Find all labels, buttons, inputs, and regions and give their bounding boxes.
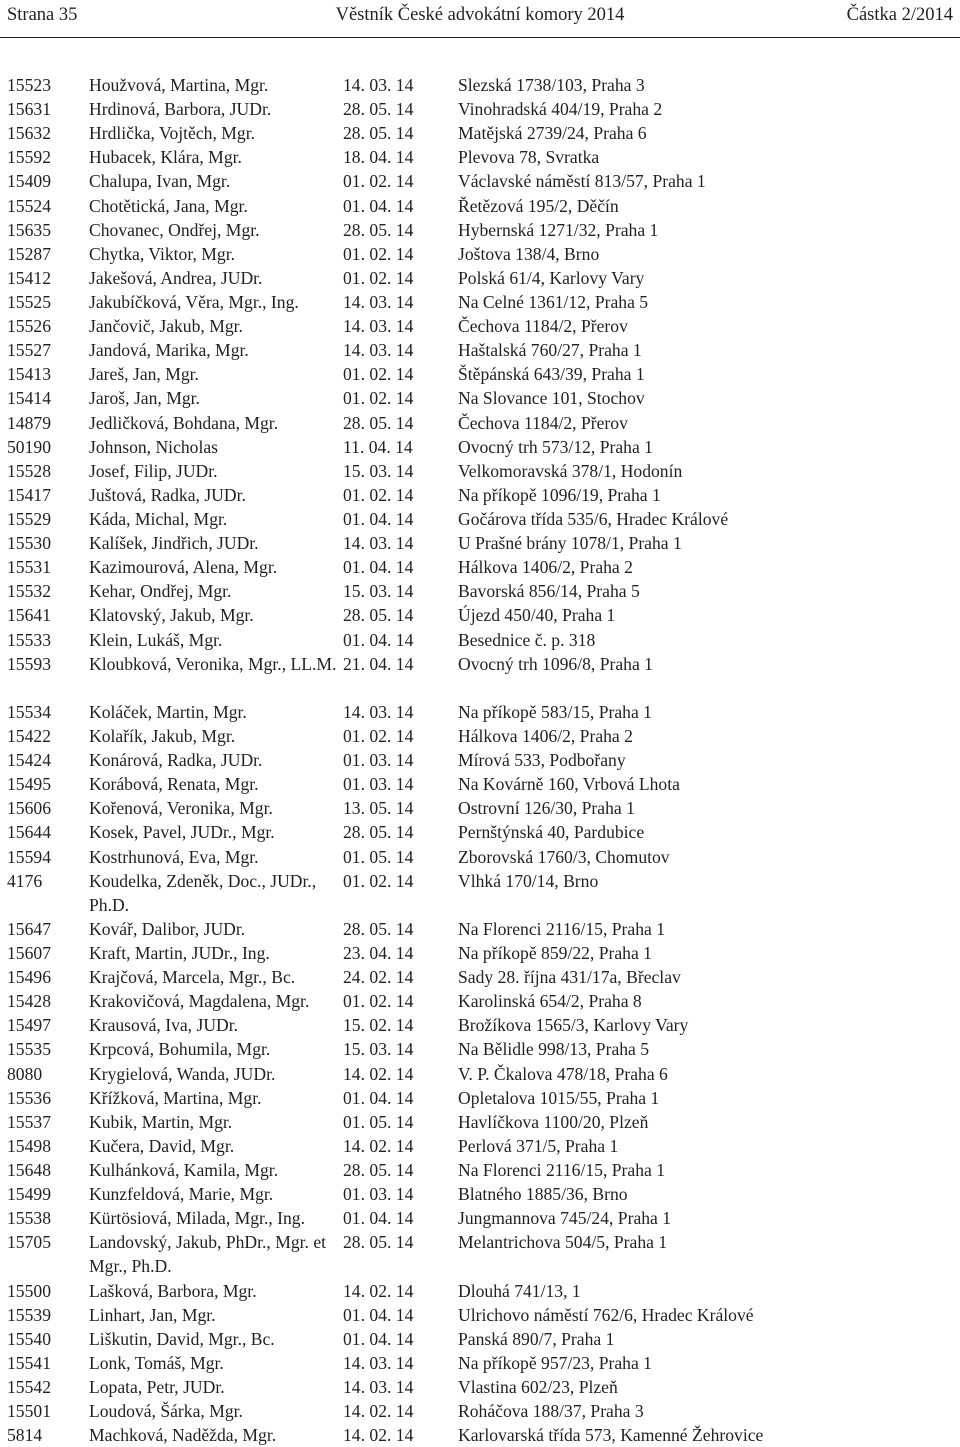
entry-name: Kolařík, Jakub, Mgr. — [89, 725, 236, 746]
entry-name: Hrdlička, Vojtěch, Mgr. — [89, 123, 255, 144]
entry-name: Jančovič, Jakub, Mgr. — [89, 316, 243, 337]
entry-name: Lopata, Petr, JUDr. — [89, 1376, 225, 1397]
entry-number: 15500 — [7, 1280, 51, 1301]
entry-name: Lašková, Barbora, Mgr. — [89, 1280, 257, 1301]
entry-name: Josef, Filip, JUDr. — [89, 460, 218, 481]
entry-number: 15417 — [7, 484, 51, 505]
entry-address: Hybernská 1271/32, Praha 1 — [458, 219, 659, 240]
list-item — [0, 314, 960, 338]
entry-date: 14. 02. 14 — [343, 1401, 414, 1422]
list-item — [0, 338, 960, 362]
entry-name: Chytka, Viktor, Mgr. — [89, 243, 235, 264]
entry-date: 01. 02. 14 — [343, 364, 414, 385]
entry-address: Havlíčkova 1100/20, Plzeň — [458, 1111, 649, 1132]
entry-date: 01. 03. 14 — [343, 1184, 414, 1205]
entry-name: Houžvová, Martina, Mgr. — [89, 75, 269, 95]
entry-address: Ostrovní 126/30, Praha 1 — [458, 798, 635, 819]
list-item — [0, 869, 960, 917]
list-item — [0, 603, 960, 627]
list-item — [0, 1086, 960, 1110]
list-item — [0, 1206, 960, 1230]
entry-name: Hrdinová, Barbora, JUDr. — [89, 99, 272, 120]
entry-date: 14. 03. 14 — [343, 1352, 414, 1373]
entry-address: Zborovská 1760/3, Chomutov — [458, 846, 670, 867]
entry-name: Kraft, Martin, JUDr., Ing. — [89, 942, 270, 963]
entry-name: Kloubková, Veronika, Mgr., LL.M. — [89, 653, 337, 674]
list-item — [0, 941, 960, 965]
entry-name: Kostrhunová, Eva, Mgr. — [89, 846, 259, 867]
entry-address: Na příkopě 859/22, Praha 1 — [458, 942, 652, 963]
entry-address: Čechova 1184/2, Přerov — [458, 412, 628, 433]
entry-name: Koláček, Martin, Mgr. — [89, 701, 247, 722]
entry-address: V. P. Čkalova 478/18, Praha 6 — [458, 1063, 668, 1084]
entry-name: Liškutin, David, Mgr., Bc. — [89, 1328, 275, 1349]
list-item — [0, 1013, 960, 1037]
entry-name: Jedličková, Bohdana, Mgr. — [89, 412, 279, 433]
entry-address: Karlovarská třída 573, Kamenné Žehrovice — [458, 1425, 764, 1446]
issue-number: Částka 2/2014 — [846, 5, 953, 25]
list-item — [0, 194, 960, 218]
entry-address: Blatného 1885/36, Brno — [458, 1184, 628, 1205]
entry-number: 15499 — [7, 1184, 51, 1205]
entry-number: 15525 — [7, 291, 51, 312]
entry-number: 15529 — [7, 508, 51, 529]
entry-number: 15542 — [7, 1376, 51, 1397]
entry-number: 15607 — [7, 942, 51, 963]
list-item — [0, 555, 960, 579]
list-item — [0, 266, 960, 290]
entry-date: 01. 02. 14 — [343, 991, 414, 1012]
list-item — [0, 435, 960, 459]
entry-number: 15531 — [7, 557, 51, 578]
entry-number: 15541 — [7, 1352, 51, 1373]
entry-name: Kalíšek, Jindřich, JUDr. — [89, 533, 259, 554]
entry-date: 28. 05. 14 — [343, 1159, 414, 1180]
entry-address: Ulrichovo náměstí 762/6, Hradec Králové — [458, 1304, 754, 1325]
entry-date: 01. 04. 14 — [343, 557, 414, 578]
entry-address: Na Florenci 2116/15, Praha 1 — [458, 1159, 666, 1180]
entry-date: 28. 05. 14 — [343, 822, 414, 843]
entry-address: Plevova 78, Svratka — [458, 147, 600, 168]
entry-number: 14879 — [7, 412, 51, 433]
entry-name: Kosek, Pavel, JUDr., Mgr. — [89, 822, 275, 843]
entry-number: 15424 — [7, 750, 51, 771]
entry-address: Újezd 450/40, Praha 1 — [458, 605, 616, 626]
entry-date: 01. 05. 14 — [343, 1111, 414, 1132]
entry-date: 01. 04. 14 — [343, 195, 414, 216]
entry-date: 11. 04. 14 — [343, 436, 413, 457]
entry-number: 15537 — [7, 1111, 51, 1132]
entry-name: Kovář, Dalibor, JUDr. — [89, 918, 246, 939]
list-item — [0, 121, 960, 145]
entry-name: Jakešová, Andrea, JUDr. — [89, 267, 263, 288]
entry-number: 15606 — [7, 798, 51, 819]
list-item — [0, 772, 960, 796]
entry-address: Mírová 533, Podbořany — [458, 750, 626, 771]
list-item — [0, 796, 960, 820]
list-item — [0, 1230, 960, 1278]
entry-address: Václavské náměstí 813/57, Praha 1 — [458, 171, 706, 192]
entry-name: Kürtösiová, Milada, Mgr., Ing. — [89, 1208, 305, 1229]
entry-address: Řetězová 195/2, Děčín — [458, 195, 619, 216]
entry-number: 15412 — [7, 267, 51, 288]
entry-date: 15. 03. 14 — [343, 581, 414, 602]
list-item — [0, 97, 960, 121]
entry-name: Juštová, Radka, JUDr. — [89, 484, 246, 505]
entry-date: 01. 04. 14 — [343, 1304, 414, 1325]
entry-number: 5814 — [7, 1425, 43, 1446]
list-item — [0, 1399, 960, 1423]
entry-name: Kazimourová, Alena, Mgr. — [89, 557, 278, 578]
entry-address: Roháčova 188/37, Praha 3 — [458, 1401, 644, 1422]
entry-date: 28. 05. 14 — [343, 605, 414, 626]
entry-name: Koudelka, Zdeněk, Doc., JUDr., Ph.D. — [89, 870, 317, 915]
entry-name: Kučera, David, Mgr. — [89, 1135, 235, 1156]
entry-name: Jakubíčková, Věra, Mgr., Ing. — [89, 291, 299, 312]
entry-date: 14. 03. 14 — [343, 291, 414, 312]
entry-date: 28. 05. 14 — [343, 123, 414, 144]
list-item — [0, 1158, 960, 1182]
entry-name: Korábová, Renata, Mgr. — [89, 774, 259, 795]
entry-date: 14. 03. 14 — [343, 1376, 414, 1397]
entry-date: 15. 03. 14 — [343, 1039, 414, 1060]
entry-date: 01. 02. 14 — [343, 484, 414, 505]
entry-number: 15648 — [7, 1159, 51, 1180]
list-item — [0, 1327, 960, 1351]
entry-date: 14. 03. 14 — [343, 75, 414, 95]
entry-number: 15501 — [7, 1401, 51, 1422]
list-item — [0, 290, 960, 314]
entry-name: Chalupa, Ivan, Mgr. — [89, 171, 231, 192]
entry-number: 15495 — [7, 774, 51, 795]
list-item — [0, 507, 960, 531]
list-item — [0, 242, 960, 266]
entry-address: Velkomoravská 378/1, Hodonín — [458, 460, 683, 481]
entry-address: Pernštýnská 40, Pardubice — [458, 822, 645, 843]
entry-address: Na příkopě 583/15, Praha 1 — [458, 701, 652, 722]
list-item — [0, 362, 960, 386]
entry-number: 15538 — [7, 1208, 51, 1229]
entry-name: Jaroš, Jan, Mgr. — [89, 388, 200, 409]
list-item — [0, 1351, 960, 1375]
entry-name: Kulhánková, Kamila, Mgr. — [89, 1159, 279, 1180]
list-item — [0, 386, 960, 410]
entry-name: Kubik, Martin, Mgr. — [89, 1111, 233, 1132]
entry-name: Kořenová, Veronika, Mgr. — [89, 798, 273, 819]
entry-number: 15594 — [7, 846, 51, 867]
entry-address: Vinohradská 404/19, Praha 2 — [458, 99, 663, 120]
page-header — [7, 2, 953, 28]
list-item — [0, 1375, 960, 1399]
list-item — [0, 845, 960, 869]
entry-number: 15535 — [7, 1039, 51, 1060]
entry-number: 15632 — [7, 123, 51, 144]
entry-number: 15593 — [7, 653, 51, 674]
entry-number: 15498 — [7, 1135, 51, 1156]
list-item — [0, 748, 960, 772]
entry-address: Slezská 1738/103, Praha 3 — [458, 75, 645, 95]
entry-number: 15536 — [7, 1087, 51, 1108]
entry-name: Landovský, Jakub, PhDr., Mgr. et Mgr., Ph.D. — [89, 1232, 327, 1277]
entry-name: Machková, Naděžda, Mgr. — [89, 1425, 277, 1446]
entry-address: Štěpánská 643/39, Praha 1 — [458, 364, 645, 385]
list-item — [0, 652, 960, 700]
list-item — [0, 145, 960, 169]
entry-name: Kunzfeldová, Marie, Mgr. — [89, 1184, 274, 1205]
entry-date: 13. 05. 14 — [343, 798, 414, 819]
entry-address: Melantrichova 504/5, Praha 1 — [458, 1232, 668, 1253]
entry-date: 14. 03. 14 — [343, 316, 414, 337]
entry-date: 01. 02. 14 — [343, 267, 414, 288]
list-item — [0, 579, 960, 603]
entry-date: 28. 05. 14 — [343, 918, 414, 939]
list-item — [0, 411, 960, 435]
entry-address: Na Florenci 2116/15, Praha 1 — [458, 918, 666, 939]
entry-number: 15539 — [7, 1304, 51, 1325]
entry-number: 15526 — [7, 316, 51, 337]
list-item — [0, 1303, 960, 1327]
entry-number: 15527 — [7, 340, 51, 361]
entry-date: 14. 02. 14 — [343, 1425, 414, 1446]
entry-number: 15413 — [7, 364, 51, 385]
entry-name: Johnson, Nicholas — [89, 436, 219, 457]
entry-name: Konárová, Radka, JUDr. — [89, 750, 263, 771]
entry-date: 01. 04. 14 — [343, 508, 414, 529]
list-item — [0, 1423, 960, 1447]
list-item — [0, 483, 960, 507]
entry-date: 24. 02. 14 — [343, 967, 414, 988]
entry-date: 14. 02. 14 — [343, 1063, 414, 1084]
header-rule — [0, 37, 960, 38]
entry-date: 14. 02. 14 — [343, 1280, 414, 1301]
entry-address: Vlastina 602/23, Plzeň — [458, 1376, 618, 1397]
entry-date: 15. 03. 14 — [343, 460, 414, 481]
entry-address: Vlhká 170/14, Brno — [458, 870, 599, 891]
entry-number: 15528 — [7, 460, 51, 481]
entry-date: 01. 03. 14 — [343, 750, 414, 771]
entry-address: Matějská 2739/24, Praha 6 — [458, 123, 647, 144]
list-item — [0, 820, 960, 844]
entry-address: Polská 61/4, Karlovy Vary — [458, 267, 645, 288]
journal-title: Věstník České advokátní komory 2014 — [335, 5, 625, 25]
entry-date: 15. 02. 14 — [343, 1015, 414, 1036]
entry-number: 15530 — [7, 533, 51, 554]
list-item — [0, 73, 960, 97]
entry-name: Krajčová, Marcela, Mgr., Bc. — [89, 967, 296, 988]
entry-date: 28. 05. 14 — [343, 412, 414, 433]
entry-address: Sady 28. října 431/17a, Břeclav — [458, 967, 681, 988]
entry-name: Lonk, Tomáš, Mgr. — [89, 1352, 224, 1373]
entry-date: 28. 05. 14 — [343, 99, 414, 120]
entry-name: Chovanec, Ondřej, Mgr. — [89, 219, 260, 240]
list-item — [0, 531, 960, 555]
entry-number: 15592 — [7, 147, 51, 168]
entry-name: Chotětická, Jana, Mgr. — [89, 195, 248, 216]
entry-number: 15422 — [7, 725, 51, 746]
list-item — [0, 169, 960, 193]
list-item — [0, 724, 960, 748]
entry-date: 01. 05. 14 — [343, 846, 414, 867]
entry-address: Perlová 371/5, Praha 1 — [458, 1135, 619, 1156]
entry-name: Linhart, Jan, Mgr. — [89, 1304, 216, 1325]
list-item — [0, 700, 960, 724]
entry-address: Na Bělidle 998/13, Praha 5 — [458, 1039, 650, 1060]
entry-date: 01. 03. 14 — [343, 774, 414, 795]
entry-number: 50190 — [7, 436, 51, 457]
entry-name: Kehar, Ondřej, Mgr. — [89, 581, 232, 602]
entry-number: 15414 — [7, 388, 51, 409]
entry-date: 14. 03. 14 — [343, 533, 414, 554]
entry-date: 01. 04. 14 — [343, 629, 414, 650]
entry-address: Na příkopě 1096/19, Praha 1 — [458, 484, 661, 505]
list-item — [0, 1279, 960, 1303]
entry-address: Hálkova 1406/2, Praha 2 — [458, 557, 633, 578]
list-item — [0, 965, 960, 989]
entry-number: 15428 — [7, 991, 51, 1012]
entry-address: Dlouhá 741/13, 1 — [458, 1280, 581, 1301]
entry-address: Na Slovance 101, Stochov — [458, 388, 645, 409]
entry-date: 23. 04. 14 — [343, 942, 414, 963]
entry-number: 15532 — [7, 581, 51, 602]
entry-name: Jareš, Jan, Mgr. — [89, 364, 199, 385]
list-item — [0, 917, 960, 941]
entry-address: Čechova 1184/2, Přerov — [458, 316, 628, 337]
entry-number: 15540 — [7, 1328, 51, 1349]
entry-date: 01. 02. 14 — [343, 725, 414, 746]
entry-number: 15705 — [7, 1232, 51, 1253]
entry-number: 8080 — [7, 1063, 43, 1084]
entry-number: 15523 — [7, 75, 51, 95]
entry-date: 21. 04. 14 — [343, 653, 414, 674]
entry-date: 01. 02. 14 — [343, 388, 414, 409]
entry-address: Na Kovárně 160, Vrbová Lhota — [458, 774, 680, 795]
attorney-list — [0, 73, 960, 1447]
entry-date: 28. 05. 14 — [343, 219, 414, 240]
entry-date: 01. 02. 14 — [343, 171, 414, 192]
entry-name: Krausová, Iva, JUDr. — [89, 1015, 239, 1036]
entry-address: Ovocný trh 573/12, Praha 1 — [458, 436, 653, 457]
entry-date: 01. 04. 14 — [343, 1328, 414, 1349]
entry-address: Panská 890/7, Praha 1 — [458, 1328, 615, 1349]
entry-name: Klein, Lukáš, Mgr. — [89, 629, 223, 650]
entry-address: Na příkopě 957/23, Praha 1 — [458, 1352, 652, 1373]
list-item — [0, 1037, 960, 1061]
entry-address: Hálkova 1406/2, Praha 2 — [458, 725, 633, 746]
entry-name: Křížková, Martina, Mgr. — [89, 1087, 262, 1108]
entry-number: 15497 — [7, 1015, 51, 1036]
entry-name: Loudová, Šárka, Mgr. — [89, 1401, 243, 1422]
entry-date: 01. 04. 14 — [343, 1087, 414, 1108]
entry-date: 14. 02. 14 — [343, 1135, 414, 1156]
page-number: Strana 35 — [7, 5, 78, 25]
list-item — [0, 1182, 960, 1206]
entry-date: 18. 04. 14 — [343, 147, 414, 168]
entry-date: 01. 02. 14 — [343, 870, 414, 891]
entry-address: U Prašné brány 1078/1, Praha 1 — [458, 533, 682, 554]
list-item — [0, 1134, 960, 1158]
list-item — [0, 989, 960, 1013]
entry-address: Karolinská 654/2, Praha 8 — [458, 991, 642, 1012]
entry-date: 01. 04. 14 — [343, 1208, 414, 1229]
entry-number: 15647 — [7, 918, 51, 939]
entry-date: 14. 03. 14 — [343, 340, 414, 361]
entry-number: 15644 — [7, 822, 51, 843]
entry-address: Haštalská 760/27, Praha 1 — [458, 340, 642, 361]
entry-address: Brožíkova 1565/3, Karlovy Vary — [458, 1015, 689, 1036]
entry-date: 28. 05. 14 — [343, 1232, 414, 1253]
entry-name: Krygielová, Wanda, JUDr. — [89, 1063, 276, 1084]
entry-number: 15631 — [7, 99, 51, 120]
entry-number: 15534 — [7, 701, 51, 722]
entry-number: 15533 — [7, 629, 51, 650]
entry-address: Bavorská 856/14, Praha 5 — [458, 581, 640, 602]
entry-name: Krpcová, Bohumila, Mgr. — [89, 1039, 271, 1060]
entry-address: Jungmannova 745/24, Praha 1 — [458, 1208, 672, 1229]
entry-number: 15496 — [7, 967, 51, 988]
entry-name: Krakovičová, Magdalena, Mgr. — [89, 991, 310, 1012]
entry-name: Káda, Michal, Mgr. — [89, 508, 228, 529]
entry-address: Ovocný trh 1096/8, Praha 1 — [458, 653, 653, 674]
entry-address: Joštova 138/4, Brno — [458, 243, 600, 264]
entry-number: 4176 — [7, 870, 43, 891]
entry-address: Besednice č. p. 318 — [458, 629, 596, 650]
entry-name: Klatovský, Jakub, Mgr. — [89, 605, 254, 626]
entry-number: 15409 — [7, 171, 51, 192]
entry-number: 15635 — [7, 219, 51, 240]
list-item — [0, 218, 960, 242]
list-item — [0, 459, 960, 483]
entry-date: 01. 02. 14 — [343, 243, 414, 264]
list-item — [0, 628, 960, 652]
entry-number: 15287 — [7, 243, 51, 264]
entry-name: Hubacek, Klára, Mgr. — [89, 147, 242, 168]
entry-address: Na Celné 1361/12, Praha 5 — [458, 291, 649, 312]
entry-date: 14. 03. 14 — [343, 701, 414, 722]
entry-number: 15524 — [7, 195, 51, 216]
list-item — [0, 1110, 960, 1134]
list-item — [0, 1062, 960, 1086]
entry-name: Jandová, Marika, Mgr. — [89, 340, 249, 361]
entry-number: 15641 — [7, 605, 51, 626]
entry-address: Gočárova třída 535/6, Hradec Králové — [458, 508, 729, 529]
entry-address: Opletalova 1015/55, Praha 1 — [458, 1087, 660, 1108]
